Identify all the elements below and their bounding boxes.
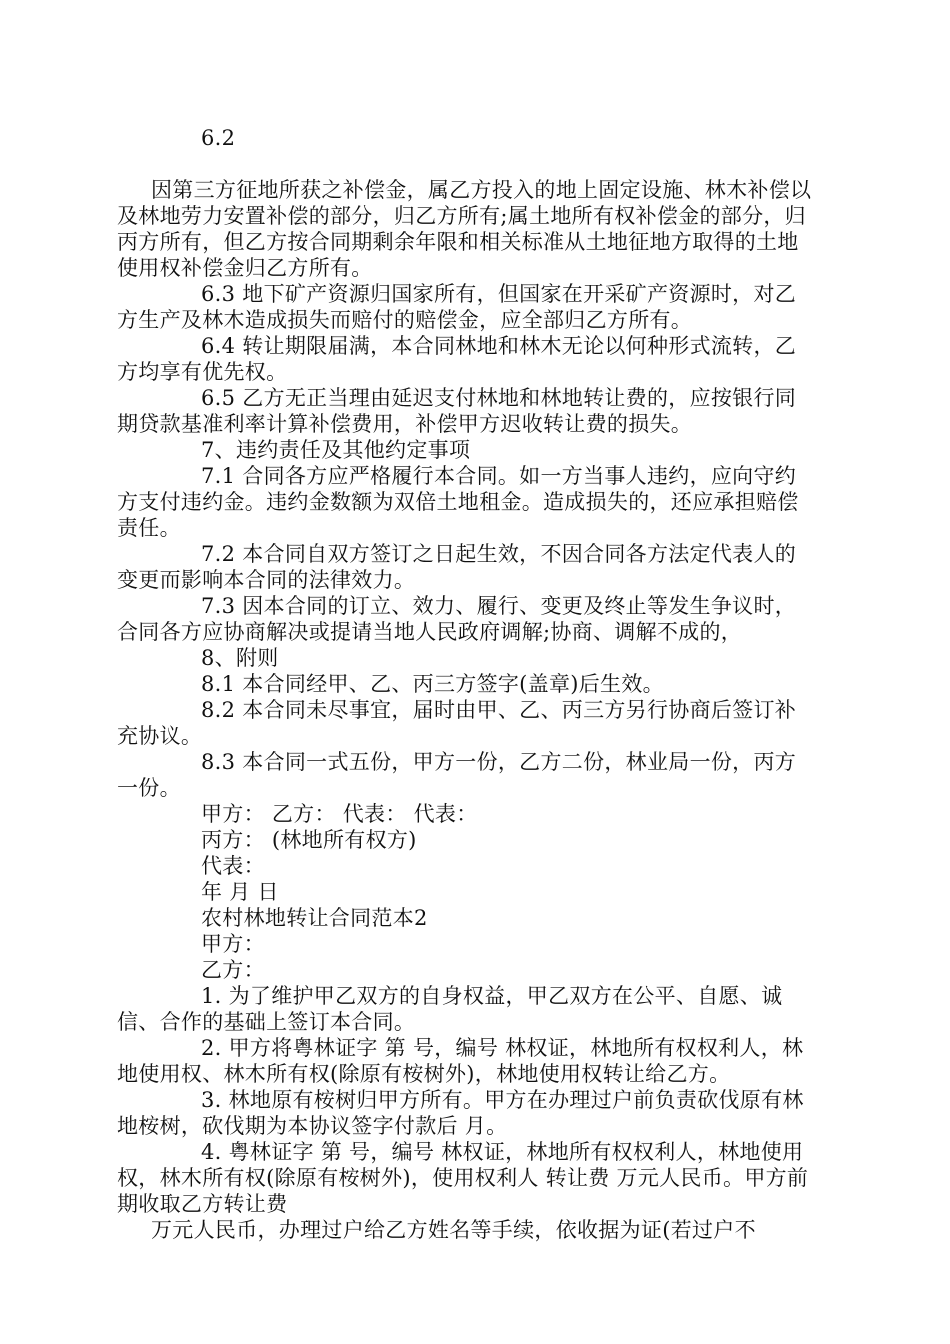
paragraph-8-1: 8.1 本合同经甲、乙、丙三方签字(盖章)后生效。 bbox=[201, 672, 664, 696]
contract-title-2: 农村林地转让合同范本2 bbox=[201, 906, 428, 930]
paragraph-6-2-heading: 6.2 bbox=[201, 126, 236, 150]
clause-4-continuation: 万元人民币，办理过户给乙方姓名等手续，依收据为证(若过户不 bbox=[151, 1218, 756, 1242]
paragraph-6-4: 6.4 转让期限届满，本合同林地和林木无论以何种形式流转，乙方均享有优先权。 bbox=[117, 334, 797, 384]
paragraph-7-3: 7.3 因本合同的订立、效力、履行、变更及终止等发生争议时，合同各方应协商解决或提请当地人民政府调解;协商、调解不成的， bbox=[117, 594, 797, 644]
clause-4: 4. 粤林证字 第 号，编号 林权证，林地所有权权利人，林地使用权，林木所有权(除原有桉树外)，使用权利人 转让费 万元人民币。甲方前期收取乙方转让费 bbox=[117, 1140, 809, 1216]
clause-2: 2. 甲方将粤林证字 第 号，编号 林权证，林地所有权权利人，林地使用权、林木所有权(除原有桉树外)，林地使用权转让给乙方。 bbox=[117, 1036, 804, 1086]
paragraph-8-3: 8.3 本合同一式五份，甲方一份，乙方二份，林业局一份，丙方一份。 bbox=[117, 750, 797, 800]
section-7-heading: 7、违约责任及其他约定事项 bbox=[201, 438, 471, 462]
party-b-label: 乙方： bbox=[201, 958, 265, 982]
date-line: 年 月 日 bbox=[201, 880, 279, 904]
signature-line-parties: 甲方： 乙方： 代表： 代表： bbox=[201, 802, 478, 826]
clause-3: 3. 林地原有桉树归甲方所有。甲方在办理过户前负责砍伐原有林地桉树，砍伐期为本协议签字付款后 月。 bbox=[117, 1088, 804, 1138]
paragraph-7-1: 7.1 合同各方应严格履行本合同。如一方当事人违约，应向守约方支付违约金。违约金数额为双倍土地租金。造成损失的，还应承担赔偿责任。 bbox=[117, 464, 799, 540]
party-a-label: 甲方： bbox=[201, 932, 265, 956]
paragraph-6-3: 6.3 地下矿产资源归国家所有，但国家在开采矿产资源时，对乙方生产及林木造成损失而赔付的赔偿金，应全部归乙方所有。 bbox=[117, 282, 797, 332]
paragraph-7-2: 7.2 本合同自双方签订之日起生效，不因合同各方法定代表人的变更而影响本合同的法律效力。 bbox=[117, 542, 797, 592]
clause-1: 1. 为了维护甲乙双方的自身权益，甲乙双方在公平、自愿、诚信、合作的基础上签订本合同。 bbox=[117, 984, 783, 1034]
paragraph-8-2: 8.2 本合同未尽事宜，届时由甲、乙、丙三方另行协商后签订补充协议。 bbox=[117, 698, 797, 748]
signature-line-representative: 代表： bbox=[201, 854, 265, 878]
paragraph-6-5: 6.5 乙方无正当理由延迟支付林地和林地转让费的，应按银行同期贷款基准利率计算补偿费用，补偿甲方迟收转让费的损失。 bbox=[117, 386, 797, 436]
signature-line-party-c: 丙方： (林地所有权方) bbox=[201, 828, 417, 852]
section-8-heading: 8、附则 bbox=[201, 646, 279, 670]
paragraph-compensation: 因第三方征地所获之补偿金，属乙方投入的地上固定设施、林木补偿以及林地劳力安置补偿的部分，归乙方所有;属土地所有权补偿金的部分，归丙方所有，但乙方按合同期剩余年限和相关标准从土地征地方取得的土地使用权补偿金归乙方所有。 bbox=[117, 178, 812, 280]
